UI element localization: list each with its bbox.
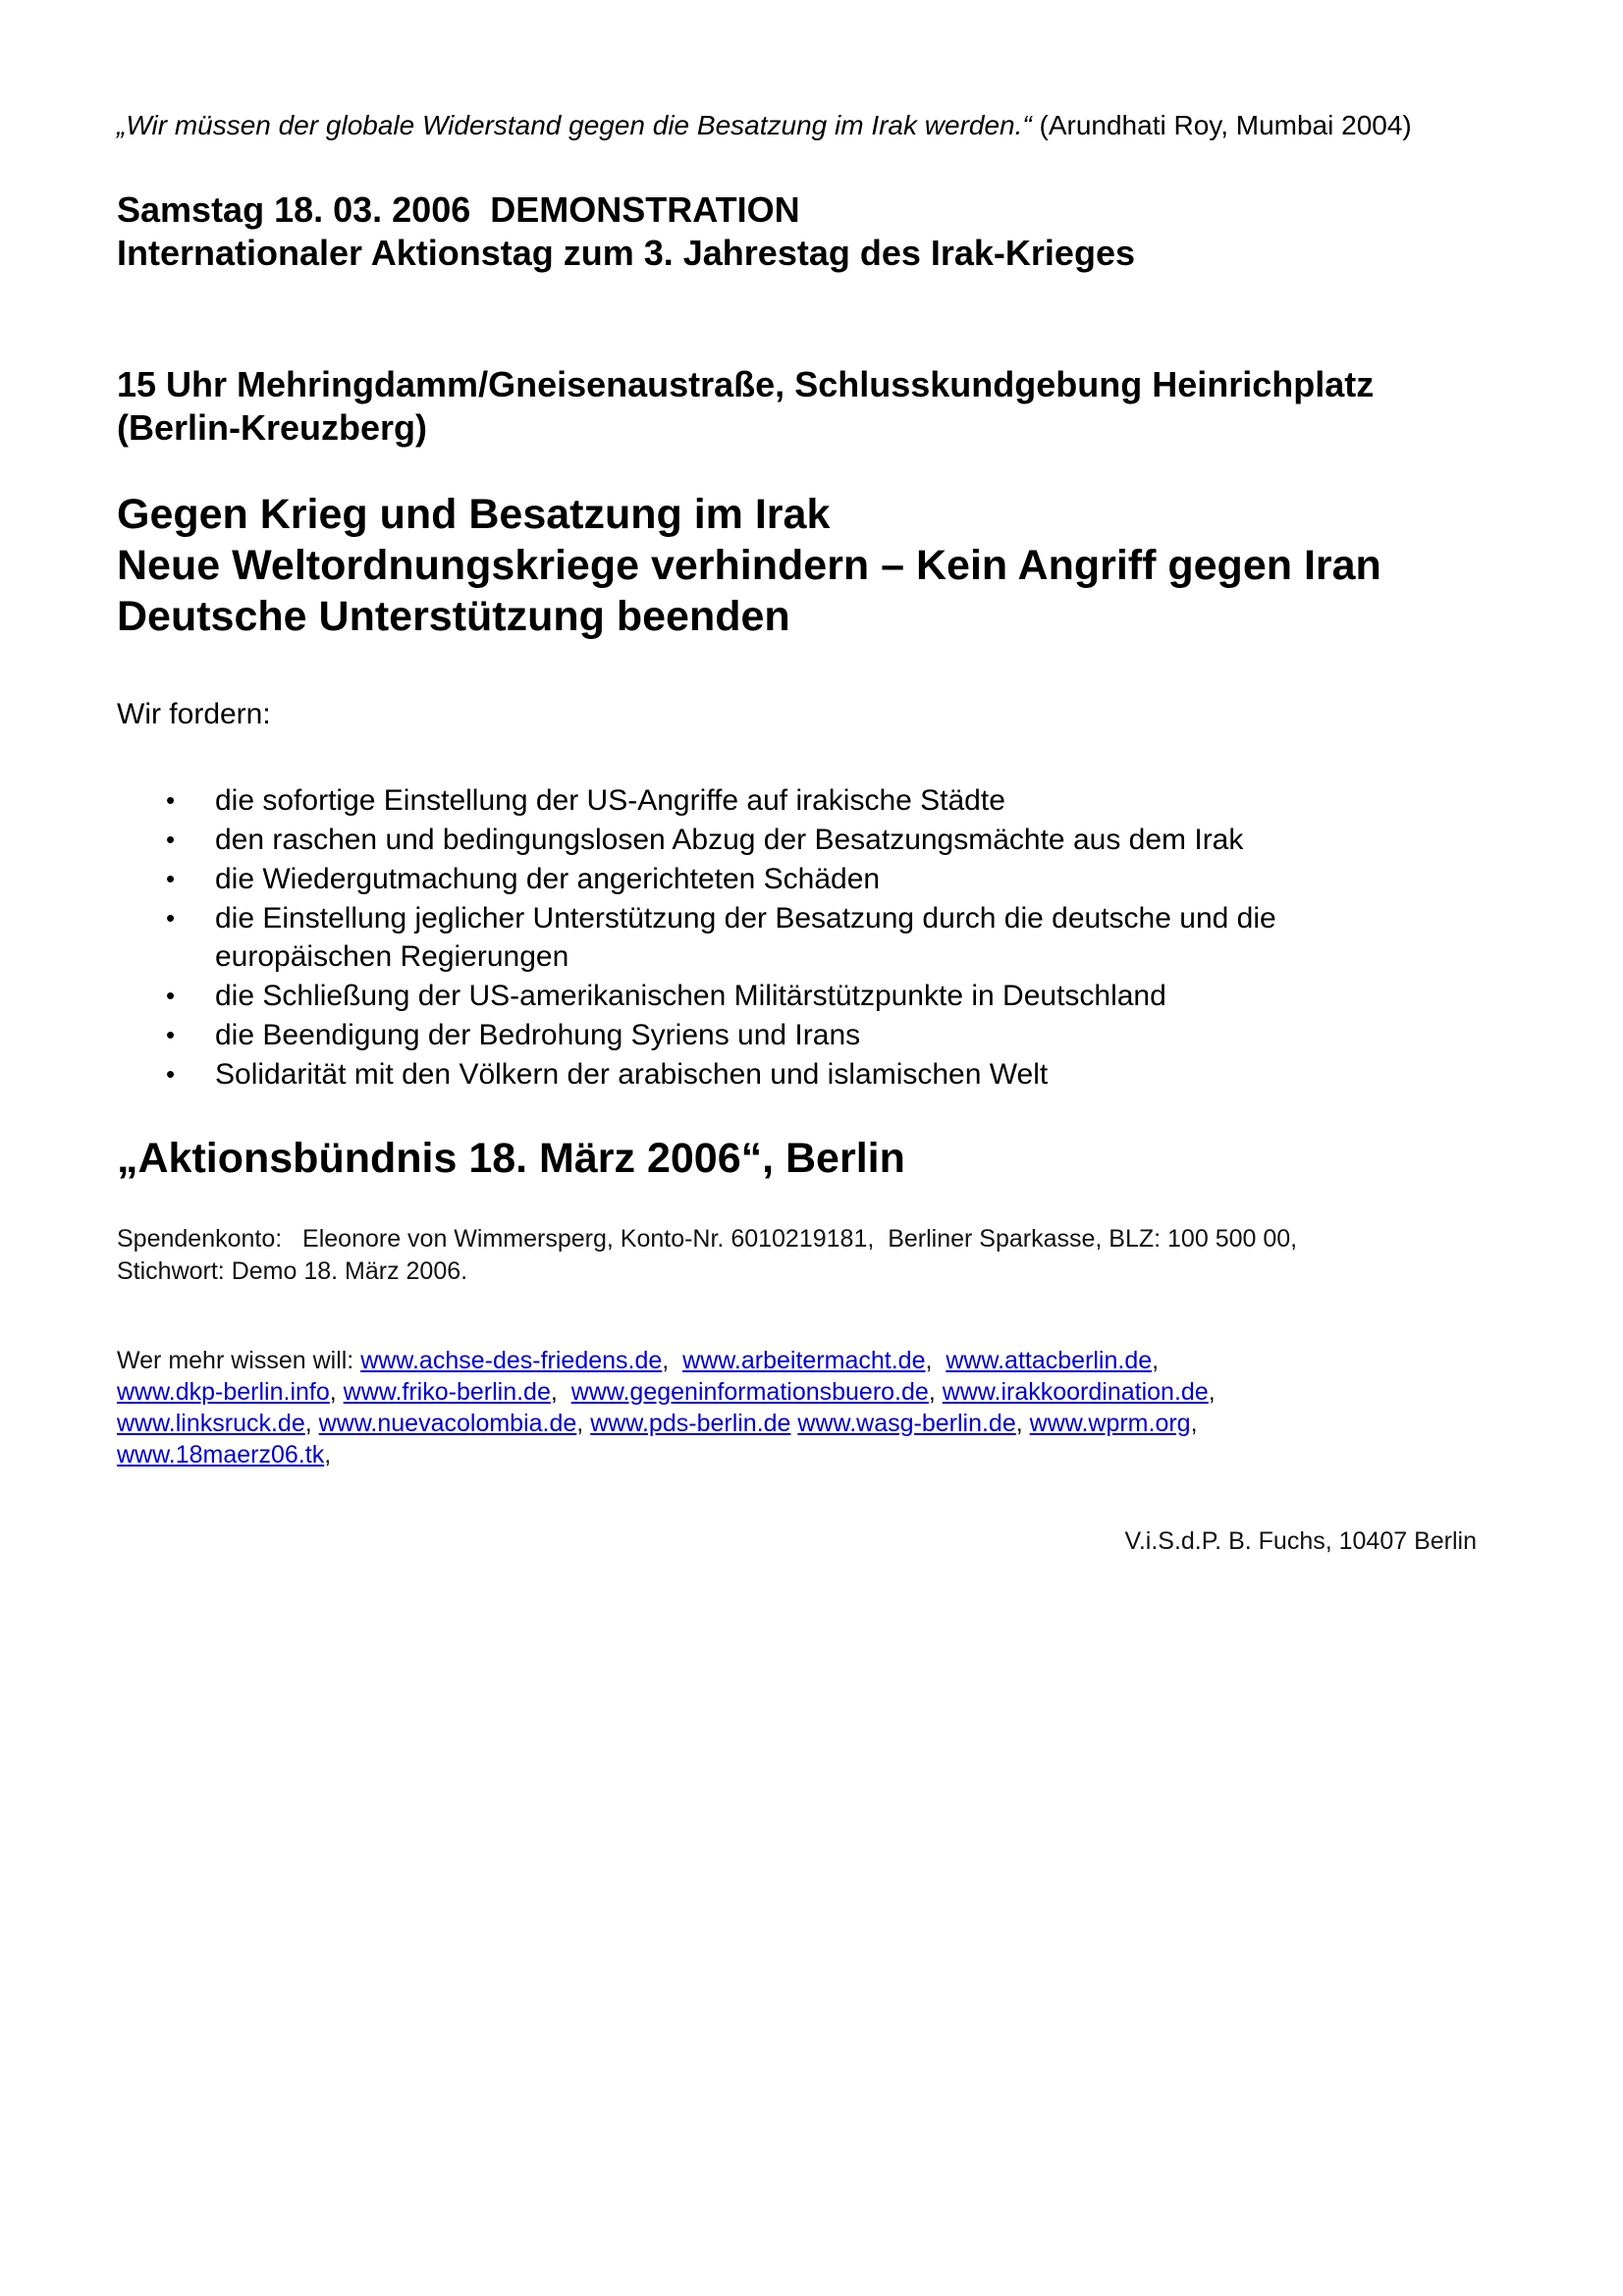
- event-header: [117, 188, 1491, 275]
- links-line-3: www.linksruck.de, www.nuevacolombia.de, www.pds-berlin.de www.wasg-berlin.de, www.wprm.org,: [117, 1410, 1198, 1437]
- demand-text: den raschen und bedingungslosen Abzug der Besatzungsmächte aus dem Irak: [215, 824, 1244, 856]
- links-line-4: www.18maerz06.tk,: [117, 1441, 332, 1468]
- link-arbeitermacht[interactable]: www.arbeitermacht.de: [682, 1347, 926, 1374]
- bullet-icon: •: [166, 981, 176, 1010]
- location-line-1: 15 Uhr Mehringdamm/Gneisenaustraße, Schlusskundgebung Heinrichplatz: [117, 364, 1375, 404]
- demand-item: [117, 860, 1491, 898]
- link-attacberlin[interactable]: www.attacberlin.de: [946, 1347, 1153, 1374]
- location-line-2: (Berlin-Kreuzberg): [117, 407, 428, 448]
- links-section: [117, 1345, 1491, 1470]
- link-linksruck[interactable]: www.linksruck.de: [117, 1410, 305, 1437]
- demands-intro: Wir fordern:: [117, 698, 271, 730]
- link-irakkoordination[interactable]: www.irakkoordination.de: [942, 1378, 1209, 1406]
- imprint: V.i.S.d.P. B. Fuchs, 10407 Berlin: [1124, 1527, 1477, 1555]
- demand-text: die sofortige Einstellung der US-Angriffe auf irakische Städte: [215, 784, 1005, 817]
- demand-text: Solidarität mit den Völkern der arabischen und islamischen Welt: [215, 1058, 1049, 1091]
- link-nuevacolombia[interactable]: www.nuevacolombia.de: [318, 1410, 577, 1437]
- demand-item: [117, 1055, 1491, 1094]
- donation-account: Spendenkonto: Eleonore von Wimmersperg, Konto-Nr. 6010219181, Berliner Sparkasse, BLZ: 100 500 00,: [117, 1225, 1298, 1253]
- links-prefix: Wer mehr wissen will:: [117, 1347, 361, 1374]
- bullet-icon: •: [166, 903, 176, 933]
- link-dkp-berlin[interactable]: www.dkp-berlin.info: [117, 1378, 330, 1406]
- demand-item: [117, 821, 1491, 859]
- event-location: [117, 363, 1491, 450]
- demand-text: die Schließung der US-amerikanischen Militärstützpunkte in Deutschland: [215, 980, 1166, 1012]
- slogan-1: Gegen Krieg und Besatzung im Irak: [117, 491, 831, 538]
- link-gegeninformationsbuero[interactable]: www.gegeninformationsbuero.de: [570, 1378, 929, 1406]
- event-date-line: Samstag 18. 03. 2006 DEMONSTRATION: [117, 189, 800, 230]
- slogan-3: Deutsche Unterstützung beenden: [117, 593, 790, 640]
- event-subtitle: Internationaler Aktionstag zum 3. Jahrestag des Irak-Krieges: [117, 233, 1135, 273]
- demand-text-continued: europäischen Regierungen: [215, 940, 569, 973]
- bullet-icon: •: [166, 1020, 176, 1049]
- donation-keyword: Stichwort: Demo 18. März 2006.: [117, 1257, 468, 1285]
- bullet-icon: •: [166, 785, 176, 815]
- link-friko-berlin[interactable]: www.friko-berlin.de: [343, 1378, 551, 1406]
- quote-source: (Arundhati Roy, Mumbai 2004): [1031, 110, 1412, 140]
- demand-item: [117, 781, 1491, 820]
- quote-text: „Wir müssen der globale Widerstand gegen die Besatzung im Irak werden.“: [117, 110, 1032, 140]
- alliance-name: „Aktionsbündnis 18. März 2006“, Berlin: [117, 1135, 905, 1182]
- bullet-icon: •: [166, 825, 176, 854]
- links-line-2: www.dkp-berlin.info, www.friko-berlin.de, www.gegeninformationsbuero.de, www.irakkoordination.de,: [117, 1378, 1216, 1406]
- link-18maerz06[interactable]: www.18maerz06.tk: [117, 1441, 325, 1468]
- link-wprm[interactable]: www.wprm.org: [1029, 1410, 1191, 1437]
- bullet-icon: •: [166, 864, 176, 893]
- demands-list: [117, 781, 1491, 1094]
- demand-text: die Beendigung der Bedrohung Syriens und Irans: [215, 1019, 861, 1051]
- links-line-1: Wer mehr wissen will: www.achse-des-friedens.de, www.arbeitermacht.de, www.attacberlin.de,: [117, 1347, 1160, 1374]
- link-pds-berlin[interactable]: www.pds-berlin.de: [590, 1410, 791, 1437]
- slogans: [117, 489, 1491, 642]
- demand-item: [117, 1016, 1491, 1054]
- flyer-page: [117, 106, 1491, 1558]
- link-achse-des-friedens[interactable]: www.achse-des-friedens.de: [360, 1347, 663, 1374]
- donation-info: [117, 1223, 1491, 1288]
- link-wasg-berlin[interactable]: www.wasg-berlin.de: [797, 1410, 1016, 1437]
- demand-text: die Wiedergutmachung der angerichteten Schäden: [215, 863, 881, 895]
- quote: [117, 106, 1491, 145]
- bullet-icon: •: [166, 1059, 176, 1089]
- slogan-2: Neue Weltordnungskriege verhindern – Kein Angriff gegen Iran: [117, 542, 1381, 589]
- demand-item: [117, 899, 1491, 976]
- demand-text: die Einstellung jeglicher Unterstützung der Besatzung durch die deutsche und die: [215, 902, 1276, 934]
- demand-item: [117, 977, 1491, 1015]
